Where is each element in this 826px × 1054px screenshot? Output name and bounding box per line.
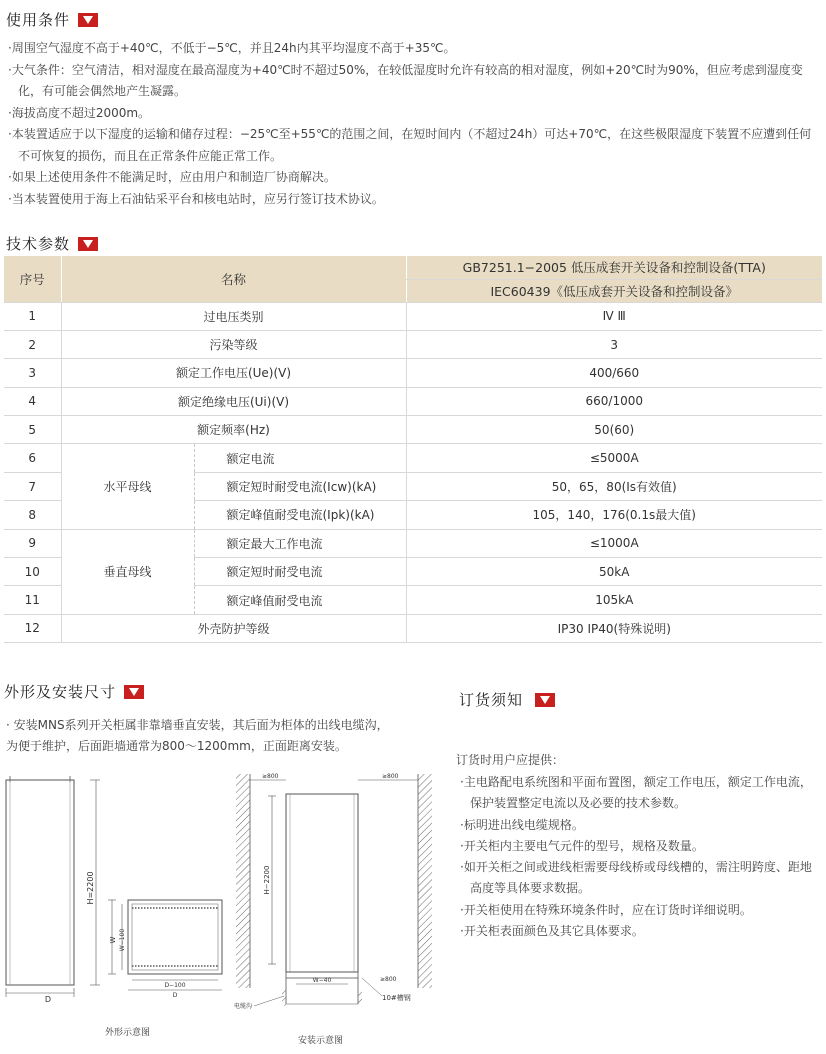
row-name: 过电压类别	[61, 302, 406, 330]
row-no: 1	[4, 302, 61, 330]
install-height-label: H−2200	[263, 865, 271, 895]
dimensions-title	[4, 681, 144, 702]
row-name: 额定峰值耐受电流	[194, 586, 406, 614]
table-header-row	[4, 256, 822, 279]
installation-figure	[232, 768, 444, 1030]
row-value: 50(60)	[406, 416, 822, 444]
row-no: 11	[4, 586, 61, 614]
row-value: Ⅳ Ⅲ	[406, 302, 822, 330]
row-no: 5	[4, 416, 61, 444]
ordering-title-text: 订货须知	[459, 691, 524, 709]
row-no: 3	[4, 359, 61, 387]
condition-item: ·本装置适应于以下湿度的运输和储存过程：−25℃至+55℃的范围之间，在短时间内（不超过24h）可达+70℃，在这些极限湿度下装置不应遭到任何不可恢复的损伤，而且在正常条件应能正常工作。	[8, 127, 812, 163]
header-no: 序号	[4, 256, 61, 302]
depth-minus-100-label: D−100	[164, 982, 186, 989]
dropdown-marker-icon	[78, 13, 98, 27]
height-dimension-label: H=2200	[86, 871, 95, 905]
cabinet-outline-figure	[0, 768, 232, 1030]
table-row	[4, 330, 822, 358]
ordering-item: ·开关柜内主要电气元件的型号，规格及数量。	[460, 838, 704, 853]
row-no: 10	[4, 558, 61, 586]
dropdown-marker-icon	[78, 237, 98, 251]
row-value: IP30 IP40(特殊说明)	[406, 614, 822, 642]
dropdown-marker-icon	[535, 693, 555, 707]
ordering-item: ·标明进出线电缆规格。	[460, 817, 584, 832]
clearance-label-top-right: ≥800	[382, 773, 399, 780]
row-value: 50kA	[406, 558, 822, 586]
conditions-list	[8, 38, 818, 210]
group-vertical-busbar: 垂直母线	[61, 529, 194, 614]
row-value: 400/660	[406, 359, 822, 387]
table-row	[4, 302, 822, 330]
channel-steel-label: 10#槽钢	[382, 994, 411, 1002]
table-row	[4, 359, 822, 387]
row-value: 50，65，80(Is有效值)	[406, 472, 822, 500]
clearance-label-bottom: ≥800	[380, 976, 397, 983]
table-row	[4, 416, 822, 444]
conditions-title	[6, 9, 98, 30]
header-standard-gb: GB7251.1−2005 低压成套开关设备和控制设备(TTA)	[406, 256, 822, 279]
condition-item: ·如果上述使用条件不能满足时，应由用户和制造厂协商解决。	[8, 170, 336, 184]
table-row	[4, 614, 822, 642]
row-no: 2	[4, 330, 61, 358]
row-name: 额定频率(Hz)	[61, 416, 406, 444]
condition-item: ·当本装置使用于海上石油钻采平台和核电站时，应另行签订技术协议。	[8, 191, 384, 206]
row-no: 8	[4, 501, 61, 529]
row-name: 污染等级	[61, 330, 406, 358]
row-name: 额定短时耐受电流	[194, 558, 406, 586]
row-value: 105，140，176(0.1s最大值)	[406, 501, 822, 529]
ordering-item: ·开关柜使用在特殊环境条件时，应在订货时详细说明。	[460, 902, 752, 917]
row-name: 额定工作电压(Ue)(V)	[61, 359, 406, 387]
ordering-item: ·如开关柜之间或进线柜需要母线桥或母线槽的，需注明跨度、距地高度等具体要求数据。	[460, 860, 812, 896]
row-name: 额定峰值耐受电流(Ipk)(kA)	[194, 501, 406, 529]
row-no: 6	[4, 444, 61, 472]
ordering-intro: 订货时用户应提供：	[456, 753, 565, 767]
dimensions-title-text: 外形及安装尺寸	[4, 683, 117, 701]
clearance-label-top-left: ≥800	[262, 773, 279, 780]
row-name: 额定电流	[194, 444, 406, 472]
specs-title-text: 技术参数	[6, 235, 71, 253]
specs-title	[6, 233, 98, 254]
row-value: 3	[406, 330, 822, 358]
fig1-caption: 外形示意图	[105, 1028, 151, 1038]
row-no: 12	[4, 614, 61, 642]
row-value: 660/1000	[406, 387, 822, 415]
fig2-caption: 安装示意图	[298, 1036, 344, 1046]
width-minus-100-label: W−100	[119, 928, 126, 952]
depth-dimension-label: D	[44, 995, 52, 1004]
dropdown-marker-icon	[124, 685, 144, 699]
condition-item: ·海拔高度不超过2000m。	[8, 105, 151, 120]
row-no: 7	[4, 472, 61, 500]
row-value: 105kA	[406, 586, 822, 614]
header-name: 名称	[61, 256, 406, 302]
ordering-title	[459, 689, 555, 710]
spec-table	[4, 256, 822, 643]
row-name: 外壳防护等级	[61, 614, 406, 642]
group-horizontal-busbar: 水平母线	[61, 444, 194, 529]
dimensions-text	[6, 715, 446, 757]
dimensions-text-line: · 安装MNS系列开关柜属非靠墙垂直安装，其后面为柜体的出线电缆沟，	[6, 718, 389, 732]
row-name: 额定短时耐受电流(Icw)(kA)	[194, 472, 406, 500]
row-value: ≤1000A	[406, 529, 822, 557]
ordering-item: ·开关柜表面颜色及其它具体要求。	[460, 924, 644, 939]
row-no: 4	[4, 387, 61, 415]
dimensions-text-line: 为便于维护，后面距墙通常为800～1200mm，正面距离安装。	[6, 739, 347, 753]
header-standard-iec: IEC60439《低压成套开关设备和控制设备》	[406, 279, 822, 302]
row-no: 9	[4, 529, 61, 557]
condition-item: ·周围空气湿度不高于+40℃，不低于−5℃，并且24h内其平均湿度不高于+35℃。	[8, 41, 456, 55]
row-name: 额定绝缘电压(Ui)(V)	[61, 387, 406, 415]
table-row	[4, 444, 822, 472]
conditions-title-text: 使用条件	[6, 11, 71, 29]
row-value: ≤5000A	[406, 444, 822, 472]
row-name: 额定最大工作电流	[194, 529, 406, 557]
table-row	[4, 387, 822, 415]
ordering-list	[456, 772, 822, 942]
table-row	[4, 529, 822, 557]
width-dimension-label: W	[109, 936, 117, 944]
ordering-item: ·主电路配电系统图和平面布置图，额定工作电压，额定工作电流，保护装置整定电流以及必要的技术参数。	[460, 775, 812, 811]
width-minus-40-label: W−40	[312, 977, 332, 984]
condition-item: ·大气条件：空气清洁，相对湿度在最高湿度为+40℃时不超过50%，在较低湿度时允许有较高的相对湿度，例如+20℃时为90%，但应考虑到湿度变化，有可能会偶然地产生凝露。	[8, 62, 803, 98]
cable-trench-label: 电缆沟	[234, 1003, 253, 1010]
depth-label: D	[172, 992, 178, 999]
